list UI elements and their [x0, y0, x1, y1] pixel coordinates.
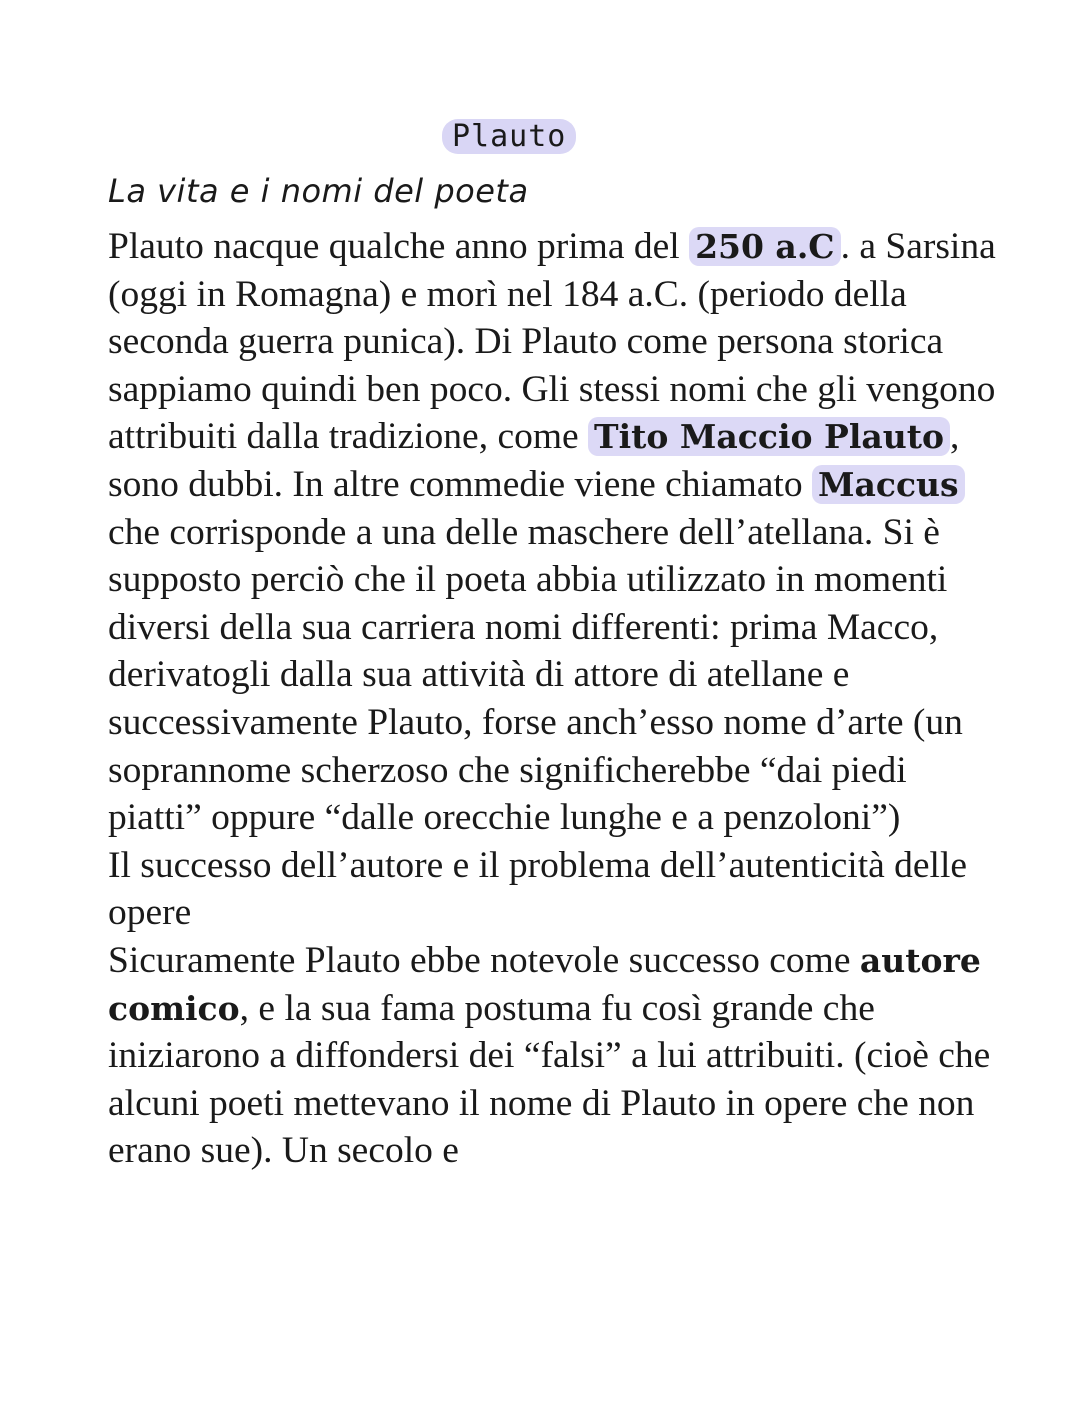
p1-text-3: , sono dubbi. In altre commedie viene chiamato: [108, 416, 960, 505]
section-subtitle: La vita e i nomi del poeta: [108, 172, 529, 210]
bold-autore-comico: autore comico: [108, 940, 981, 1028]
paragraph-life: [108, 223, 1008, 842]
title-highlight: Plauto: [442, 119, 576, 154]
body-text: [108, 223, 1008, 1175]
heading-success: Il successo dell’autore e il problema dell’autenticità delle opere: [108, 844, 968, 934]
paragraph-success: [108, 937, 1008, 1175]
highlight-date-250: 250 a.C: [689, 227, 841, 266]
p2-text-2: , e la sua fama postuma fu così grande che iniziarono a diffondersi dei “falsi” a lui attribuiti. (cioè che alcuni poeti mettevano il nome di Plauto in opere che non erano sue). Un secolo e: [108, 987, 991, 1172]
p1-text-2: . a Sarsina (oggi in Romagna) e morì nel 184 a.C. (periodo della seconda guerra punica). Di Plauto come persona storica sappiamo quindi ben poco. Gli stessi nomi che gli vengono attribuiti dalla tradizione, come: [108, 226, 996, 458]
page-title: [442, 118, 576, 156]
highlight-full-name: Tito Maccio Plauto: [588, 417, 950, 456]
highlight-maccus: Maccus: [812, 465, 965, 504]
p1-text-1: Plauto nacque qualche anno prima del: [108, 226, 690, 267]
p1-text-4: che corrisponde a una delle maschere dell’atellana. Si è supposto perciò che il poeta abbia utilizzato in momenti diversi della sua carriera nomi differenti: prima Macco, derivatogli dalla sua attività di attore di atellane e successivamente Plauto, forse anch’esso nome d’arte (un soprannome scherzoso che significherebbe “dai piedi piatti” oppure “dalle orecchie lunghe e a penzoloni”): [108, 511, 963, 839]
p2-text-1: Sicuramente Plauto ebbe notevole successo come: [108, 939, 860, 981]
